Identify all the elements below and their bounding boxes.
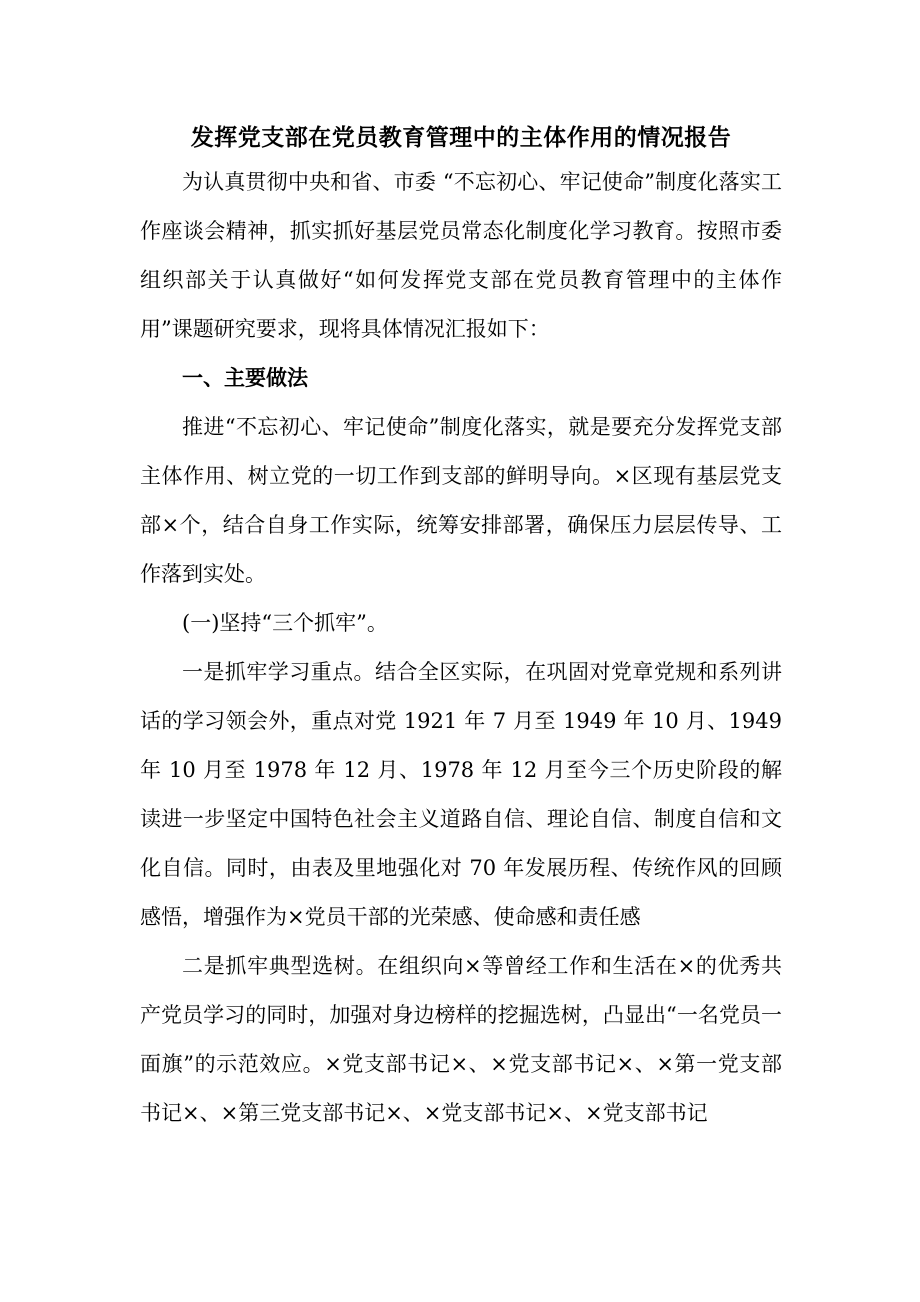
document-title: 发挥党支部在党员教育管理中的主体作用的情况报告 bbox=[190, 125, 732, 151]
item-paragraph-model-selection: 二是抓牢典型选树。在组织向×等曾经工作和生活在×的优秀共产党员学习的同时，加强对身边榜样的挖掘选树，凸显出“一名党员一面旗”的示范效应。×党支部书记×、×党支部书记×、×第一党支部书记×、×第三党支部书记×、×党支部书记×、×党支部书记 bbox=[140, 954, 782, 1125]
document-body bbox=[140, 118, 782, 1138]
item-paragraph-study-focus: 一是抓牢学习重点。结合全区实际，在巩固对党章党规和系列讲话的学习领会外，重点对党 1921 年 7 月至 1949 年 10 月、1949 年 10 月至 1978 年 12 月、1978 年 12 月至今三个历史阶段的解读进一步坚定中国特色社会主义道路自信、理论自信、制度自信和文化自信。同时，由表及里地强化对 70 年发展历程、传统作风的回顾感悟，增强作为×党员干部的光荣感、使命感和责任感 bbox=[140, 660, 782, 929]
section-paragraph: 推进“不忘初心、牢记使命”制度化落实，就是要充分发挥党支部主体作用、树立党的一切工作到支部的鲜明导向。×区现有基层党支部×个，结合自身工作实际，统筹安排部署，确保压力层层传导、工作落到实处。 bbox=[140, 415, 782, 586]
section-heading-main-practices: 一、主要做法 bbox=[182, 366, 308, 390]
subsection-heading-three-grasps: (一)坚持“三个抓牢”。 bbox=[182, 611, 388, 635]
intro-paragraph: 为认真贯彻中央和省、市委 “不忘初心、牢记使命”制度化落实工作座谈会精神，抓实抓好基层党员常态化制度化学习教育。按照市委组织部关于认真做好“如何发挥党支部在党员教育管理中的主体作用”课题研究要求，现将具体情况汇报如下： bbox=[140, 170, 782, 341]
